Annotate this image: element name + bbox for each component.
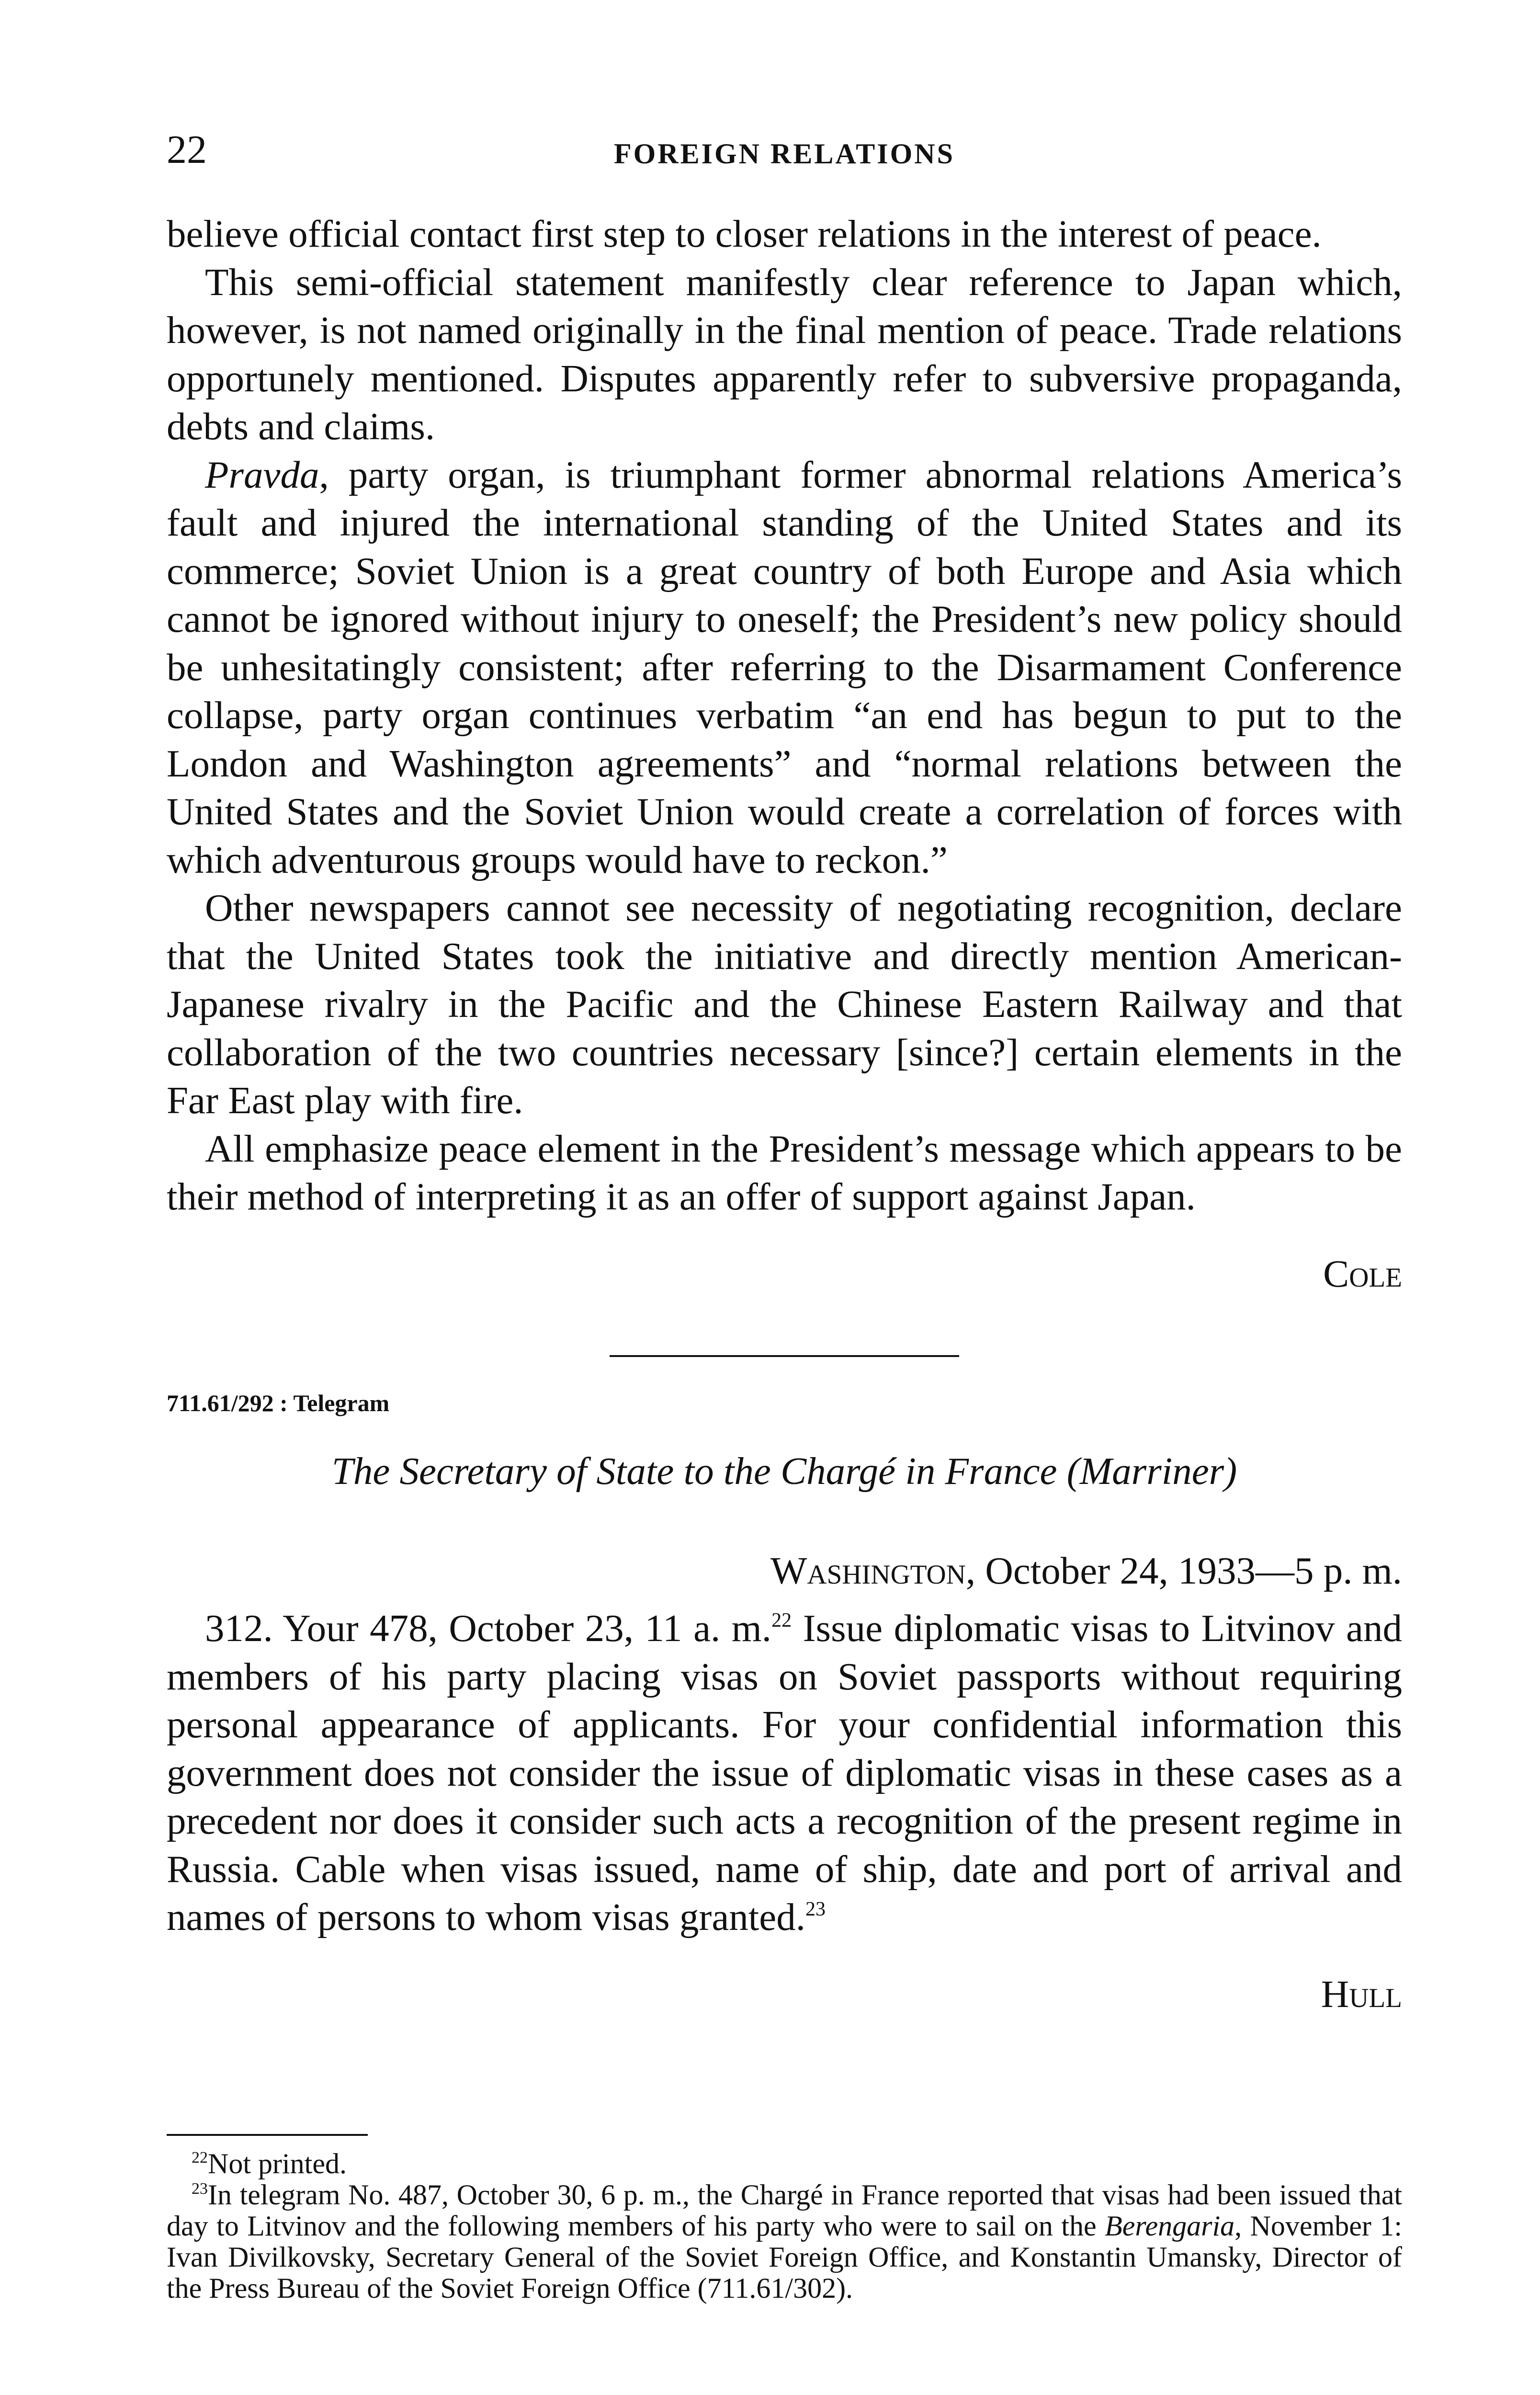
page-number: 22 <box>167 127 207 172</box>
ship-name: Berengaria <box>1105 2210 1235 2242</box>
title-text: The Secretary of State to the Chargé in France ( <box>331 1449 1080 1493</box>
footnotes <box>167 2134 1402 2304</box>
footnote-marker: 22 <box>192 2149 208 2167</box>
telegram-text: Issue diplomatic visas to Litvinov and members of his party placing visas on Soviet passports without requiring personal appearance of applicants. For your confidential information this government does not consider the issue of diplomatic visas in these cases as a precedent nor does it consider such acts a recognition of the present regime in Russia. Cable when visas issued, name of ship, date and port of arrival and names of persons to whom visas granted. <box>167 1607 1403 1939</box>
footnote-reference[interactable]: 23 <box>805 1898 826 1920</box>
dateline-place: Washington <box>770 1549 966 1592</box>
cole-telegram-continuation <box>167 210 1402 1298</box>
dateline-date: , October 24, 1933—5 p. m. <box>965 1549 1402 1592</box>
footnote-text: Not printed. <box>208 2148 347 2179</box>
signature: Cole <box>1323 1252 1402 1295</box>
paragraph: All emphasize peace element in the President’s message which appears to be their method of interpreting it as an offer of support against Japan. <box>167 1127 1402 1218</box>
paragraph-text: , party organ, is triumphant former abnormal relations America’s fault and injured the international standing of the United States and its commerce; Soviet Union is a great country of both Europe and Asia which cannot be ignored without injury to oneself; the President’s new policy should be unhesitatingly consistent; after referring to the Disarmament Conference collapse, party organ continues verbatim “an end has begun to put to the London and Washington agreements” and “normal relations between the United States and the Soviet Union would create a correlation of forces with which adventurous groups would have to reckon.” <box>167 453 1402 881</box>
telegram-text: 312. Your 478, October 23, 11 a. m. <box>205 1607 772 1650</box>
paragraph: This semi-official statement manifestly clear reference to Japan which, however, is not named originally in the final mention of peace. Trade relations opportunely mentioned. Disputes apparently refer to subversive propaganda, debts and claims. <box>167 260 1402 448</box>
footnote-marker: 23 <box>192 2180 208 2198</box>
title-text: ) <box>1224 1449 1237 1493</box>
newspaper-name: Pravda <box>205 453 319 496</box>
footnote <box>167 2179 1402 2304</box>
main-text <box>167 210 1402 2018</box>
document-title <box>167 1447 1402 1495</box>
section-divider <box>610 1355 959 1357</box>
footnote-divider <box>167 2134 368 2136</box>
footnote <box>167 2148 1402 2179</box>
paragraph: believe official contact first step to closer relations in the interest of peace. <box>167 212 1322 255</box>
signature: Hull <box>1321 1972 1402 2016</box>
paragraph <box>167 451 1402 884</box>
title-name: Marriner <box>1079 1449 1224 1493</box>
file-reference: 711.61/292 : Telegram <box>167 1390 390 1416</box>
page-header <box>167 124 1402 176</box>
footnote-text: In telegram No. 487, October 30, 6 p. m., the Chargé in France reported that visas had been issued that day to Litvinov and the following members of his party who were to sail on the <box>167 2179 1402 2242</box>
footnote-reference[interactable]: 22 <box>771 1609 792 1631</box>
running-head: FOREIGN RELATIONS <box>613 138 955 170</box>
telegram-body <box>167 1604 1402 1941</box>
hull-telegram <box>167 1384 1402 2018</box>
dateline <box>167 1547 1402 1595</box>
page-content <box>167 0 1402 2395</box>
footnote-text: , November 1: Ivan Divilkovsky, Secretary General of the Soviet Foreign Office, and Konstantin Umansky, Director of the Press Bureau of the Soviet Foreign Office (711.61/302). <box>167 2210 1402 2304</box>
paragraph: Other newspapers cannot see necessity of negotiating recognition, declare that the United States took the initiative and directly mention American-Japanese rivalry in the Pacific and the Chinese Eastern Railway and that collaboration of the two countries necessary [since?] certain elements in the Far East play with fire. <box>167 886 1402 1122</box>
